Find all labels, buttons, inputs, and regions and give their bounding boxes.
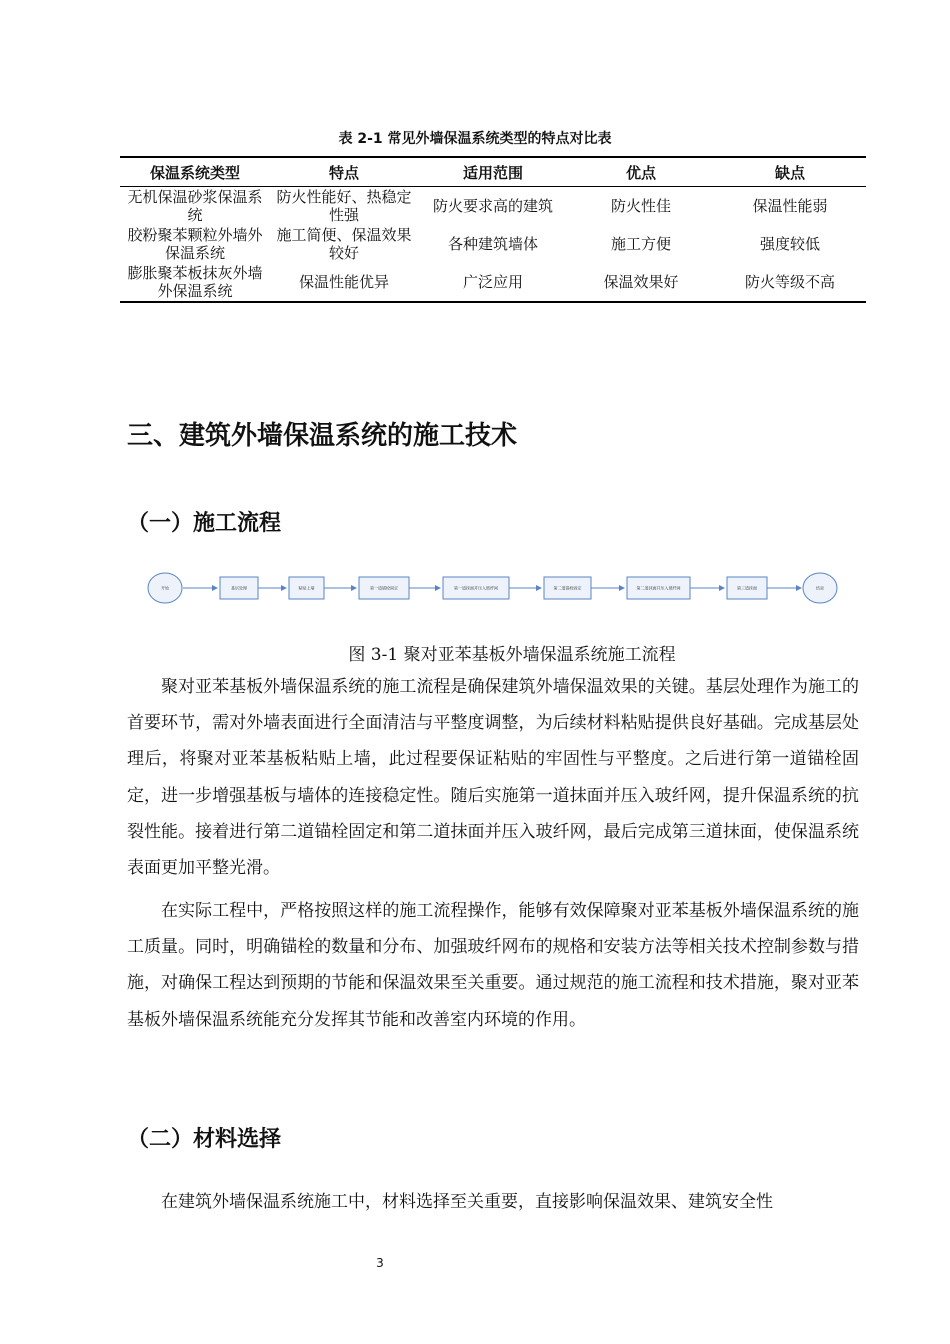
flow-step-label: 第一道锚栓固定 (370, 585, 398, 591)
figure-caption: 图 3-1 聚对亚苯基板外墙保温系统施工流程 (348, 645, 676, 665)
table-cell: 防火等级不高 (714, 263, 866, 302)
flow-step-label: 粘贴上墙 (298, 585, 315, 591)
table-cell: 膨胀聚苯板抹灰外墙外保温系统 (120, 263, 270, 302)
table-cell: 无机保温砂浆保温系统 (127, 188, 263, 224)
table-cell: 保温性能弱 (752, 197, 828, 215)
flow-step-label: 第二道锚栓固定 (553, 585, 582, 591)
subsection-heading-process: （一）施工流程 (127, 511, 282, 536)
flow-step-label: 第一道抹面并压入玻纤网 (454, 585, 498, 591)
table-header-cell: 适用范围 (418, 157, 568, 187)
page-number: 3 (376, 1256, 384, 1270)
table-header-cell: 特点 (270, 157, 418, 187)
table-cell: 强度较低 (759, 235, 820, 253)
body-paragraph: 聚对亚苯基板外墙保温系统的施工流程是确保建筑外墙保温效果的关键。基层处理作为施工的首要环节，需对外墙表面进行全面清洁与平整度调整，为后续材料粘贴提供良好基础。完成基层处理后，将聚对亚苯基板粘贴上墙，此过程要保证粘贴的牢固性与平整度。之后进行第一道锚栓固定，进一步增强基板与墙体的连接稳定性。随后实施第一道抹面并压入玻纤网，提升保温系统的抗裂性能。接着进行第二道锚栓固定和第二道抹面并压入玻纤网，最后完成第三道抹面，使保温系统表面更加平整光滑。 (127, 677, 859, 879)
table-cell: 胶粉聚苯颗粒外墙外保温系统 (127, 226, 263, 262)
table-cell: 防火性能好、热稳定性强 (276, 188, 412, 224)
body-paragraph: 在建筑外墙保温系统施工中，材料选择至关重要，直接影响保温效果、建筑安全性 (161, 1192, 773, 1212)
table-row (120, 263, 866, 302)
table-cell: 广泛应用 (418, 263, 568, 302)
flow-step-label: 第二道抹面并压入玻纤网 (636, 585, 681, 591)
table-cell: 保温效果好 (568, 263, 714, 302)
table-cell: 各种建筑墙体 (447, 235, 538, 253)
table-caption: 表 2-1 常见外墙保温系统类型的特点对比表 (338, 131, 612, 147)
table-header-row (120, 157, 866, 187)
body-paragraph: 在实际工程中，严格按照这样的施工流程操作，能够有效保障聚对亚苯基板外墙保温系统的施工质量。同时，明确锚栓的数量和分布、加强玻纤网布的规格和安装方法等相关技术控制参数与措施，对确保工程达到预期的节能和保温效果至关重要。通过规范的施工流程和技术措施，聚对亚苯基板外墙保温系统能充分发挥其节能和改善室内环境的作用。 (127, 901, 859, 1030)
comparison-table (120, 156, 866, 303)
section-heading: 三、建筑外墙保温系统的施工技术 (127, 421, 518, 451)
table-header-cell: 保温系统类型 (120, 157, 270, 187)
table-header-cell: 缺点 (714, 157, 866, 187)
table-row (120, 225, 866, 263)
table-cell: 防火要求高的建筑 (432, 197, 553, 215)
table-cell: 防火性佳 (610, 197, 671, 215)
flow-start-label: 开始 (161, 585, 169, 591)
subsection-heading-materials: （二）材料选择 (127, 1127, 282, 1152)
construction-flowchart (147, 570, 839, 606)
flow-step-label: 基层处理 (231, 585, 247, 591)
table-cell: 施工方便 (610, 235, 671, 253)
table-row (120, 187, 866, 226)
flow-end-label: 结束 (816, 585, 824, 591)
table-cell: 保温性能优异 (270, 263, 418, 302)
table-header-cell: 优点 (568, 157, 714, 187)
flow-step-label: 第三道抹面 (737, 585, 757, 591)
table-cell: 施工简便、保温效果较好 (276, 226, 412, 262)
